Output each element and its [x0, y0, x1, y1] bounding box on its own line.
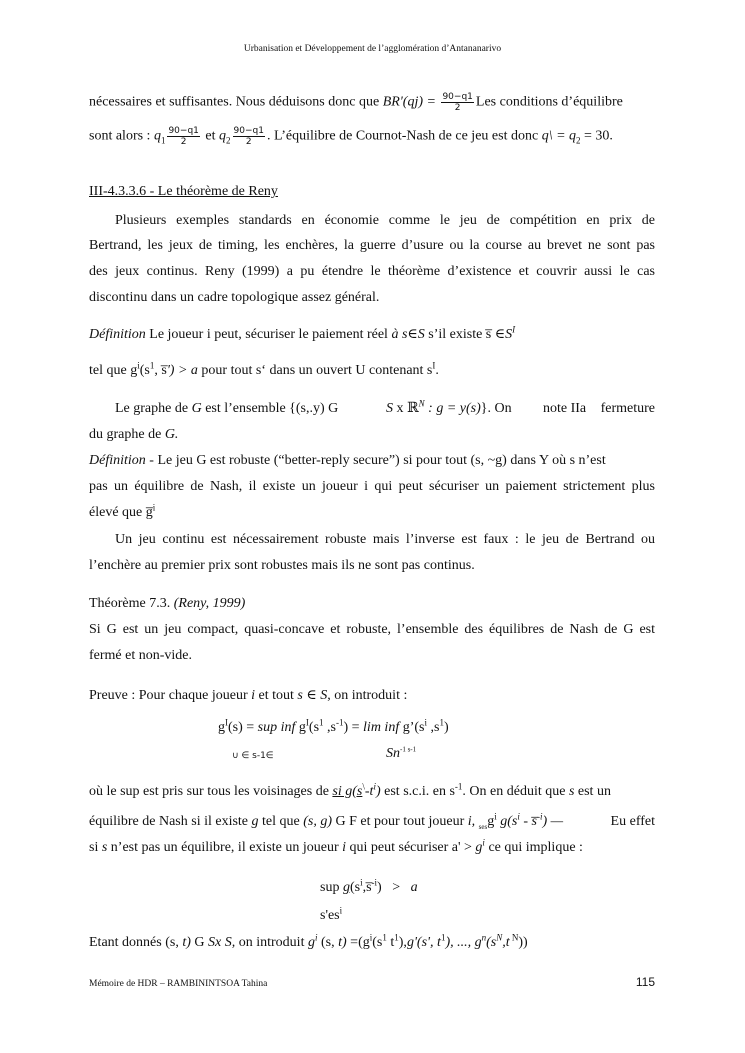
- running-header: Urbanisation et Développement de l’agglomération d’Antananarivo: [243, 44, 502, 54]
- para2-line1: Plusieurs exemples standards en économie comme le jeu de compétition en prix de: [115, 213, 655, 228]
- text: (s,: [317, 935, 339, 950]
- fraction-denominator: 2: [245, 137, 252, 147]
- text: ,s̅: [362, 880, 372, 895]
- math-var: s: [101, 840, 108, 855]
- text: équilibre de Nash si il existe: [89, 814, 252, 829]
- superscript: -i: [536, 811, 543, 822]
- superscript: i: [360, 877, 363, 888]
- text: où le sup est pris sur tous les voisinages de: [89, 784, 333, 799]
- superscript: N: [496, 932, 503, 943]
- superscript: \: [362, 781, 365, 792]
- text: nécessaires et suffisantes. Nous déduisons donc que: [89, 94, 383, 110]
- theorem-title: [89, 595, 655, 613]
- proof-line7: [89, 934, 655, 952]
- text: - Le jeu G est robuste (“better-reply secure”) si pour tout (s, ~g) dans Y où s n’est: [145, 453, 606, 468]
- superscript: -1: [454, 781, 463, 792]
- equation-1: $g^I(s)$ = sup inf $g^I(s^1$ $,s^{-1}) = \lim$ inf $g’(s^i$ $,s^1$): [218, 717, 449, 735]
- text: est s.c.i. en s: [380, 784, 455, 799]
- text: tel que g: [89, 363, 138, 378]
- math-var: S: [505, 327, 513, 342]
- math-var: G.: [164, 427, 179, 442]
- superscript: -1 s-1: [400, 745, 417, 754]
- text: (s: [372, 935, 383, 950]
- text: Etant donnés (s,: [89, 935, 183, 950]
- definition-label: Définition: [89, 327, 146, 342]
- math-var: g(s: [496, 814, 518, 829]
- math-var: ) —: [542, 814, 564, 829]
- para3-line1: Un jeu continu est nécessairement robuste mais l’inverse est faux : le jeu de Bertrand ou: [115, 532, 655, 547]
- section-title-text: III-4.3.3.6 - Le théorème de Reny: [89, 184, 278, 199]
- text: , on introduit :: [327, 688, 408, 703]
- section-title: [89, 183, 655, 201]
- superscript: 1: [394, 932, 399, 943]
- text: ),: [398, 935, 407, 950]
- math-var: : g = y(s): [424, 401, 481, 416]
- text: sup: [320, 880, 343, 895]
- math-var: i,: [467, 814, 479, 829]
- subscript: 1: [160, 135, 166, 146]
- text: élevé que g̅: [89, 505, 153, 520]
- text: ce qui implique :: [484, 840, 583, 855]
- math-var: t): [182, 935, 191, 950]
- math-var: s: [568, 784, 575, 799]
- superscript: I: [512, 324, 516, 335]
- math-var: S: [386, 401, 393, 416]
- text: Preuve : Pour chaque joueur: [89, 688, 252, 703]
- math-var: s: [297, 688, 303, 703]
- text: Le graphe de: [115, 401, 192, 416]
- math-var: g'(s', t: [406, 935, 441, 950]
- para3-line2: l’enchère au premier prix sont robustes mais ils ne sont pas continus.: [89, 558, 475, 573]
- math-var: ') > a: [166, 363, 198, 378]
- text: on introduit: [235, 935, 308, 950]
- superscript: N: [509, 932, 519, 943]
- text: = 30.: [580, 128, 613, 144]
- superscript: i: [339, 905, 343, 916]
- theorem-label: Théorème 7.3.: [89, 596, 174, 611]
- definition2-line3: [89, 504, 655, 522]
- math-var: q: [219, 128, 226, 144]
- text: }. On: [480, 401, 512, 416]
- text: ∈: [302, 688, 321, 703]
- math-var: ): [375, 784, 381, 799]
- math-var: Sn: [386, 746, 400, 761]
- subscript: 2: [226, 135, 231, 146]
- page-number: 115: [635, 975, 655, 989]
- math-var: -t: [364, 784, 374, 799]
- text: fermeture: [600, 401, 655, 416]
- text: (s: [349, 880, 361, 895]
- fraction: [233, 126, 265, 147]
- superscript: 1: [440, 932, 446, 943]
- text: ) >: [377, 880, 411, 895]
- text: tel que: [258, 814, 304, 829]
- text: s’il existe s̅ ∈: [424, 327, 506, 342]
- equation-1-subscript-right: [386, 745, 486, 763]
- superscript: i: [369, 932, 373, 943]
- text: Le joueur i peut, sécuriser le paiement réel: [145, 327, 392, 342]
- fraction: [167, 126, 199, 147]
- text: si: [89, 840, 102, 855]
- text: t: [386, 935, 395, 950]
- superscript: i: [482, 837, 485, 848]
- para2-line2: Bertrand, les jeux de timing, les enchères, la guerre d’usure ou la course au brevet ne sont pas: [89, 238, 655, 253]
- math-var: g: [307, 935, 315, 950]
- math-var: - s̅: [519, 814, 537, 829]
- math-var: ,t: [502, 935, 510, 950]
- subscript: 2: [576, 135, 581, 146]
- definition2-line1: [89, 452, 655, 470]
- text: pour tout s‘ dans un ouvert U contenant s: [197, 363, 433, 378]
- superscript: -i: [371, 877, 378, 888]
- math-var: a: [410, 880, 418, 895]
- graph-line2: [89, 426, 655, 444]
- text: n’est pas un équilibre, il existe un joueur: [107, 840, 343, 855]
- text: , s̅: [154, 363, 167, 378]
- theorem-reference: (Reny, 1999): [173, 596, 246, 611]
- para1-line2: [89, 126, 655, 147]
- math-var: i: [342, 840, 347, 855]
- superscript: i: [137, 360, 140, 371]
- math-var: q: [153, 128, 161, 144]
- math-var: i: [251, 688, 256, 703]
- subscript: ses: [478, 822, 488, 831]
- text: g: [487, 814, 495, 829]
- proof-line5: [89, 839, 655, 857]
- text: Les conditions d’équilibre: [475, 94, 623, 110]
- math-var: Sx S,: [208, 935, 236, 950]
- math-var: à s∈S: [391, 327, 425, 342]
- math-var: q: [569, 128, 577, 144]
- text: BR'(qj) =: [382, 94, 440, 110]
- text: s'es: [320, 908, 340, 923]
- theorem-line1: Si G est un jeu compact, quasi-concave et robuste, l’ensemble des équilibres de Nash de G est: [89, 622, 655, 637]
- definition1-line2: [89, 362, 655, 380]
- graph-line1-fermeture: [597, 400, 655, 418]
- text: sont alors :: [89, 128, 154, 144]
- fraction-numerator: 90−q1: [168, 126, 199, 136]
- equation-1-subscript-left: ∪ ∈ s-1∈: [232, 751, 274, 761]
- superscript: 1: [382, 932, 387, 943]
- fraction-denominator: 2: [180, 137, 187, 147]
- para1-line1: [89, 92, 655, 113]
- math-var: g: [342, 880, 350, 895]
- math-var: S: [320, 688, 328, 703]
- text: G F et pour tout joueur: [332, 814, 468, 829]
- text: . On en déduit que: [462, 784, 569, 799]
- superscript: i: [494, 811, 497, 822]
- definition1-line1: [89, 326, 655, 344]
- text: est un: [574, 784, 611, 799]
- math-var: t): [338, 935, 347, 950]
- definition-label: Définition: [89, 453, 146, 468]
- superscript: i: [373, 781, 376, 792]
- math-var: g: [251, 814, 259, 829]
- para2-line4: discontinu dans un cadre topologique assez général.: [89, 290, 380, 305]
- text: et tout: [255, 688, 298, 703]
- text: . L’équilibre de Cournot-Nash de ce jeu est donc: [266, 128, 542, 144]
- para2-line3: des jeux continus. Reny (1999) a pu étendre le théorème d’existence et couvrir aussi le cas: [89, 264, 655, 279]
- text: .: [435, 363, 439, 378]
- text: =(g: [346, 935, 370, 950]
- definition2-line2: pas un équilibre de Nash, il existe un joueur i qui peut sécuriser un paiement strictement plus: [89, 479, 655, 494]
- equation-2-under: [320, 907, 420, 925]
- fraction-numerator: 90−q1: [442, 92, 473, 102]
- superscript: N: [418, 398, 425, 409]
- theorem-line2: fermé et non-vide.: [89, 648, 193, 663]
- proof-line4-end: Eu effet: [610, 814, 655, 829]
- math-var: g: [475, 840, 483, 855]
- math-var: si g(s: [332, 784, 363, 799]
- superscript: n: [481, 932, 487, 943]
- text: )): [518, 935, 528, 950]
- text: qui peut sécuriser a' >: [346, 840, 476, 855]
- superscript: i: [314, 932, 318, 943]
- math-var: (s, g): [303, 814, 333, 829]
- superscript: 1: [149, 360, 155, 371]
- math-var: q\ =: [541, 128, 570, 144]
- fraction-numerator: 90−q1: [233, 126, 264, 136]
- fraction: [441, 92, 473, 113]
- text: G: [190, 935, 209, 950]
- text: (s: [139, 363, 150, 378]
- math-var: G: [191, 401, 202, 416]
- math-var: (s: [486, 935, 497, 950]
- superscript: I: [432, 360, 436, 371]
- proof-line4: équilibre de Nash si il existe g tel que (s, g) G F et pour tout joueur i, $_{ses}g^i$ $g(s^i$ - s̅$^{-i}$) —: [89, 811, 564, 831]
- superscript: i: [152, 502, 156, 513]
- fraction-denominator: 2: [454, 103, 461, 113]
- math-var: ), ..., g: [445, 935, 482, 950]
- text: note IIa: [543, 401, 587, 416]
- text: et: [201, 128, 219, 144]
- text: x ℝ: [393, 401, 419, 416]
- equation-2: [320, 879, 520, 897]
- proof-line3: [89, 783, 655, 801]
- proof-line1: [89, 687, 655, 705]
- footer-left: Mémoire de HDR – RAMBININTSOA Tahina: [89, 979, 268, 989]
- text: du graphe de: [89, 427, 165, 442]
- text: est l’ensemble {(s,.y) G: [201, 401, 339, 416]
